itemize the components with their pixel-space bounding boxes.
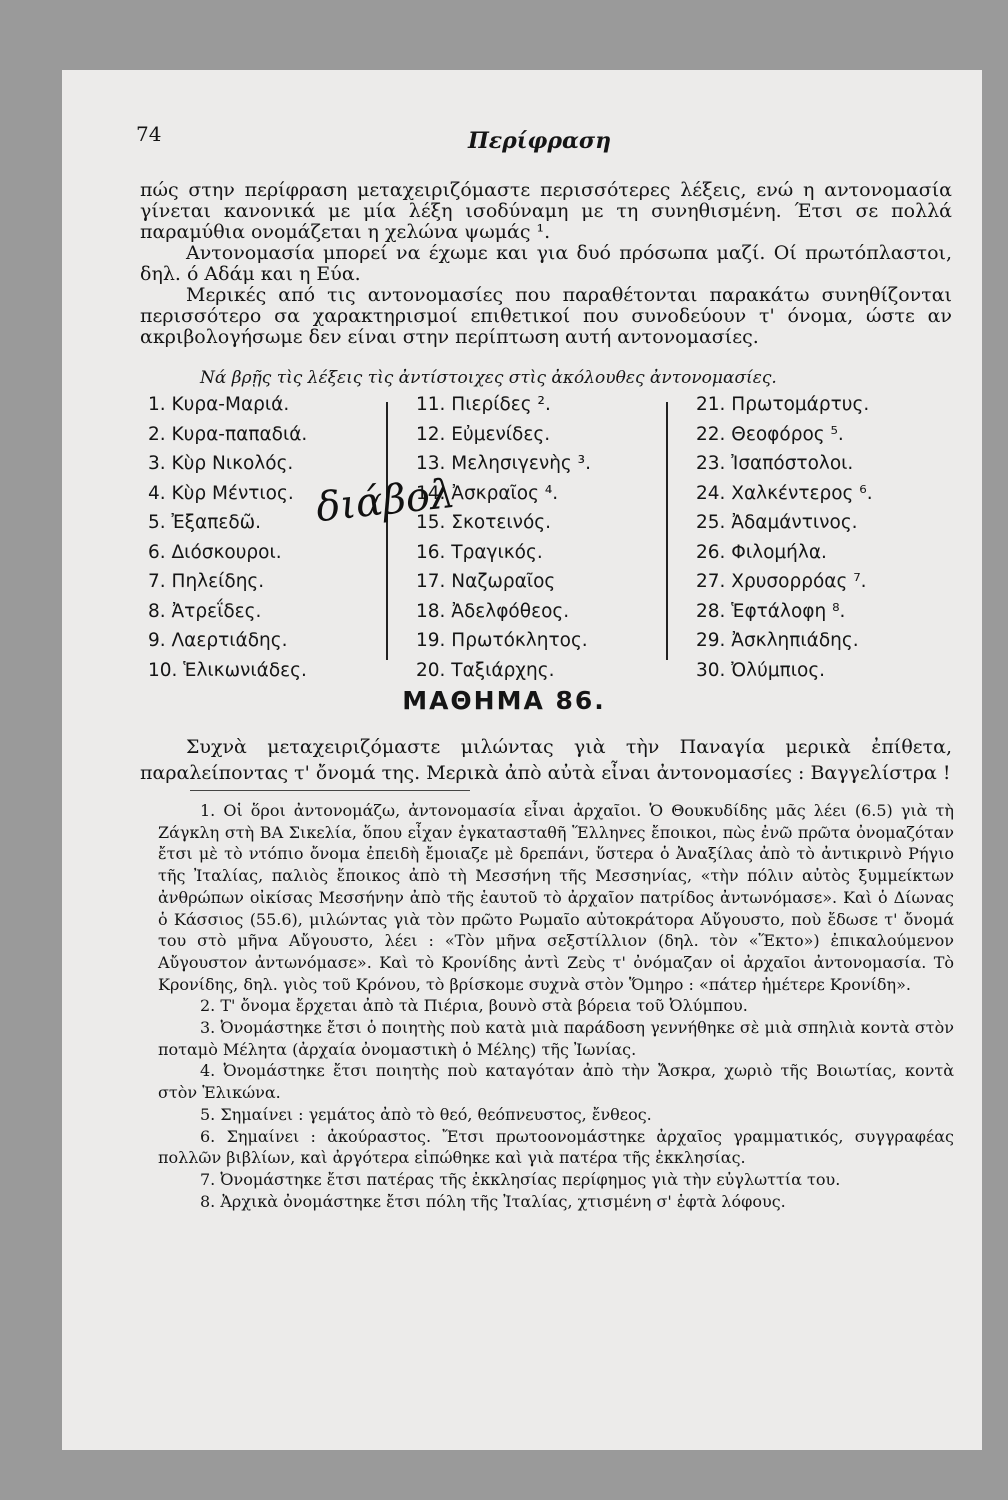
page-number: 74 xyxy=(136,122,162,146)
intro-paragraph-3: Μερικές από τις αντονομασίες που παραθέτονται παρακάτω συνηθίζονται περισσότερο σα χαρακτηρισμοί επιθετικοί που συνοδεύουν τ' όνομα, ώστε αν ακριβολογήσωμε δεν είναι στην περίπτωση αυτή αντονομασίες. xyxy=(140,284,952,348)
footnote-2: 2. Τ' ὄνομα ἔρχεται ἀπὸ τὰ Πιέρια, βουνὸ στὰ βόρεια τοῦ Ὀλύμπου. xyxy=(200,996,748,1016)
lesson-text: Συχνὰ μεταχειριζόμαστε μιλώντας γιὰ τὴν Παναγία μερικὰ ἐπίθετα, παραλείποντας τ' ὄνομά της. Μερικὰ ἀπὸ αὐτὰ εἶναι ἀντονομασίες : Βαγγελίστρα ! xyxy=(140,736,952,784)
list-item: 24. Χαλκέντερος ⁶. xyxy=(696,482,873,504)
list-column-2 xyxy=(416,394,591,689)
list-item: 28. Ἑφτάλοφη ⁸. xyxy=(696,600,846,622)
list-item: 3. Κὺρ Νικολός. xyxy=(148,453,294,474)
list-item: 14. Ἀσκραῖος ⁴. xyxy=(416,482,559,504)
list-item: 15. Σκοτεινός. xyxy=(416,512,552,533)
footnote-3: 3. Ὀνομάστηκε ἔτσι ὁ ποιητὴς ποὺ κατὰ μιὰ παράδοση γεννήθηκε σὲ μιὰ σπηλιὰ κοντὰ στὸν ποταμὸ Μέλητα (ἀρχαία ὀνομαστικὴ ὁ Μέλης) τῆς Ἰωνίας. xyxy=(158,1018,954,1059)
list-item: 26. Φιλομήλα. xyxy=(696,541,827,563)
list-item: 7. Πηλείδης. xyxy=(148,571,265,592)
lesson-text-block xyxy=(140,734,952,786)
footnote-6: 6. Σημαίνει : ἀκούραστος. Ἔτσι πρωτοονομάστηκε ἀρχαῖος γραμματικός, συγγραφέας πολλῶν βιβλίων, καὶ ἀργότερα εἰπώθηκε καὶ γιὰ πατέρα τῆς ἐκκλησίας. xyxy=(158,1126,954,1168)
list-item: 2. Κυρα-παπαδιά. xyxy=(148,423,308,445)
intro-paragraph-2: Αντονομασία μπορεί να έχωμε και για δυό πρόσωπα μαζί. Οί πρωτόπλαστοι, δηλ. ό Αδάμ και η Εύα. xyxy=(140,242,952,285)
handwritten-annotation: διάβολ xyxy=(313,470,458,532)
footnote-4: 4. Ὀνομάστηκε ἔτσι ποιητὴς ποὺ καταγόταν ἀπὸ τὴν Ἄσκρα, χωριὸ τῆς Βοιωτίας, κοντὰ στὸν Ἑλικώνα. xyxy=(158,1061,954,1103)
running-title: Περίφραση xyxy=(468,128,612,154)
footnote-1: 1. Οἱ ὅροι ἀντονομάζω, ἀντονομασία εἶναι ἀρχαῖοι. Ὁ Θουκυδίδης μᾶς λέει (6.5) γιὰ τὴ Ζάγκλη στὴ ΒΑ Σικελία, ὅπου εἶχαν ἐγκατασταθῆ Ἕλληνες ἔποικοι, πὼς ἐνῶ πρῶτα ὀνομαζόταν ἔτσι μὲ τὸ ντόπιο ὄνομα ἐπειδὴ ἔμοιαζε μὲ δρεπάνι, ὕστερα ὁ Ἀναξίλας ἀπὸ τὸ ἀντικρινὸ Ρήγιο τῆς Ἰταλίας, παλιὸς ἔποικος ἀπὸ τὴ Μεσσήνη τῆς Μεσσηνίας, «τὴν πόλιν αὐτὸς ξυμμείκτων ἀνθρώπων οἰκίσας Μεσσήνην ἀπὸ τῆς ἑαυτοῦ τὸ ἀρχαῖον πατρίδος ἀντωνόμασε». Καὶ ὁ Δίωνας ὁ Κάσσιος (55.6), μιλώντας γιὰ τὸν πρῶτο Ρωμαῖο αὐτοκράτορα Αὔγουστο, ποὺ ἔδωσε τ' ὄνομά του στὸ μῆνα Αὔγουστο, λέει : «Τὸν μῆνα σεξστίλλιον (δηλ. τὸν «Ἕκτο») ἐπικαλούμενον Αὔγουστον ἀντωνόμασε». Καὶ τὸ Κρονίδης ἀντὶ Ζεὺς τ' ὀνόμαζαν οἱ ἀρχαῖοι ἀντονομασία. Τὸ Κρονίδης, δηλ. γιὸς τοῦ Κρόνου, τὸ βρίσκομε συχνὰ στὸν Ὅμηρο : «πάτερ ἡμέτερε Κρονίδη». xyxy=(158,801,954,994)
list-item: 20. Ταξιάρχης. xyxy=(416,659,555,681)
list-item: 17. Ναζωραῖος xyxy=(416,571,556,592)
list-item: 5. Ἐξαπεδῶ. xyxy=(148,512,262,533)
list-item: 23. Ἰσαπόστολοι. xyxy=(696,453,854,474)
list-column-1 xyxy=(148,394,307,689)
list-item: 19. Πρωτόκλητος. xyxy=(416,630,588,651)
list-item: 8. Ἀτρεΐδες. xyxy=(148,600,262,622)
intro-text xyxy=(140,180,952,348)
list-item: 21. Πρωτομάρτυς. xyxy=(696,394,870,415)
list-item: 1. Κυρα-Μαριά. xyxy=(148,394,290,415)
footnote-7: 7. Ὀνομάστηκε ἔτσι πατέρας τῆς ἐκκλησίας περίφημος γιὰ τὴν εὐγλωττία του. xyxy=(200,1169,841,1189)
intro-paragraph-1: πώς στην περίφραση μεταχειριζόμαστε περισσότερες λέξεις, ενώ η αντονομασία γίνεται κανονικά με μία λέξη ισοδύναμη με τη συνηθισμένη. Έτσι σε πολλά παραμύθια ονομάζεται η χελώνα ψωμάς ¹. xyxy=(140,179,952,243)
list-item: 25. Ἀδαμάντινος. xyxy=(696,512,858,533)
list-item: 4. Κὺρ Μέντιος. xyxy=(148,482,294,504)
list-item: 22. Θεοφόρος ⁵. xyxy=(696,423,844,445)
column-divider xyxy=(386,402,388,660)
list-item: 30. Ὀλύμπιος. xyxy=(696,659,826,681)
lesson-heading: ΜΑΘΗΜΑ 86. xyxy=(402,686,606,715)
list-item: 13. Μελησιγενὴς ³. xyxy=(416,453,591,474)
list-item: 12. Εὐμενίδες. xyxy=(416,423,551,445)
exercise-instruction: Νά βρῇς τὶς λέξεις τὶς ἀντίστοιχες στὶς ἀκόλουθες ἀντονομασίες. xyxy=(200,368,777,388)
list-item: 27. Χρυσορρόας ⁷. xyxy=(696,571,867,592)
footnotes xyxy=(158,800,954,1212)
list-item: 18. Ἀδελφόθεος. xyxy=(416,600,570,622)
list-item: 6. Διόσκουροι. xyxy=(148,541,282,563)
footnote-8: 8. Ἀρχικὰ ὀνομάστηκε ἔτσι πόλη τῆς Ἰταλίας, χτισμένη σ' ἑφτὰ λόφους. xyxy=(200,1191,786,1211)
list-item: 16. Τραγικός. xyxy=(416,541,543,563)
list-item: 9. Λαερτιάδης. xyxy=(148,630,288,651)
footnote-rule xyxy=(190,790,470,791)
list-column-3 xyxy=(696,394,873,689)
list-item: 11. Πιερίδες ². xyxy=(416,394,551,415)
column-divider xyxy=(666,402,668,660)
list-item: 29. Ἀσκληπιάδης. xyxy=(696,630,859,651)
footnote-5: 5. Σημαίνει : γεμάτος ἀπὸ τὸ θεό, θεόπνευστος, ἔνθεος. xyxy=(200,1104,652,1124)
list-item: 10. Ἑλικωνιάδες. xyxy=(148,659,307,681)
